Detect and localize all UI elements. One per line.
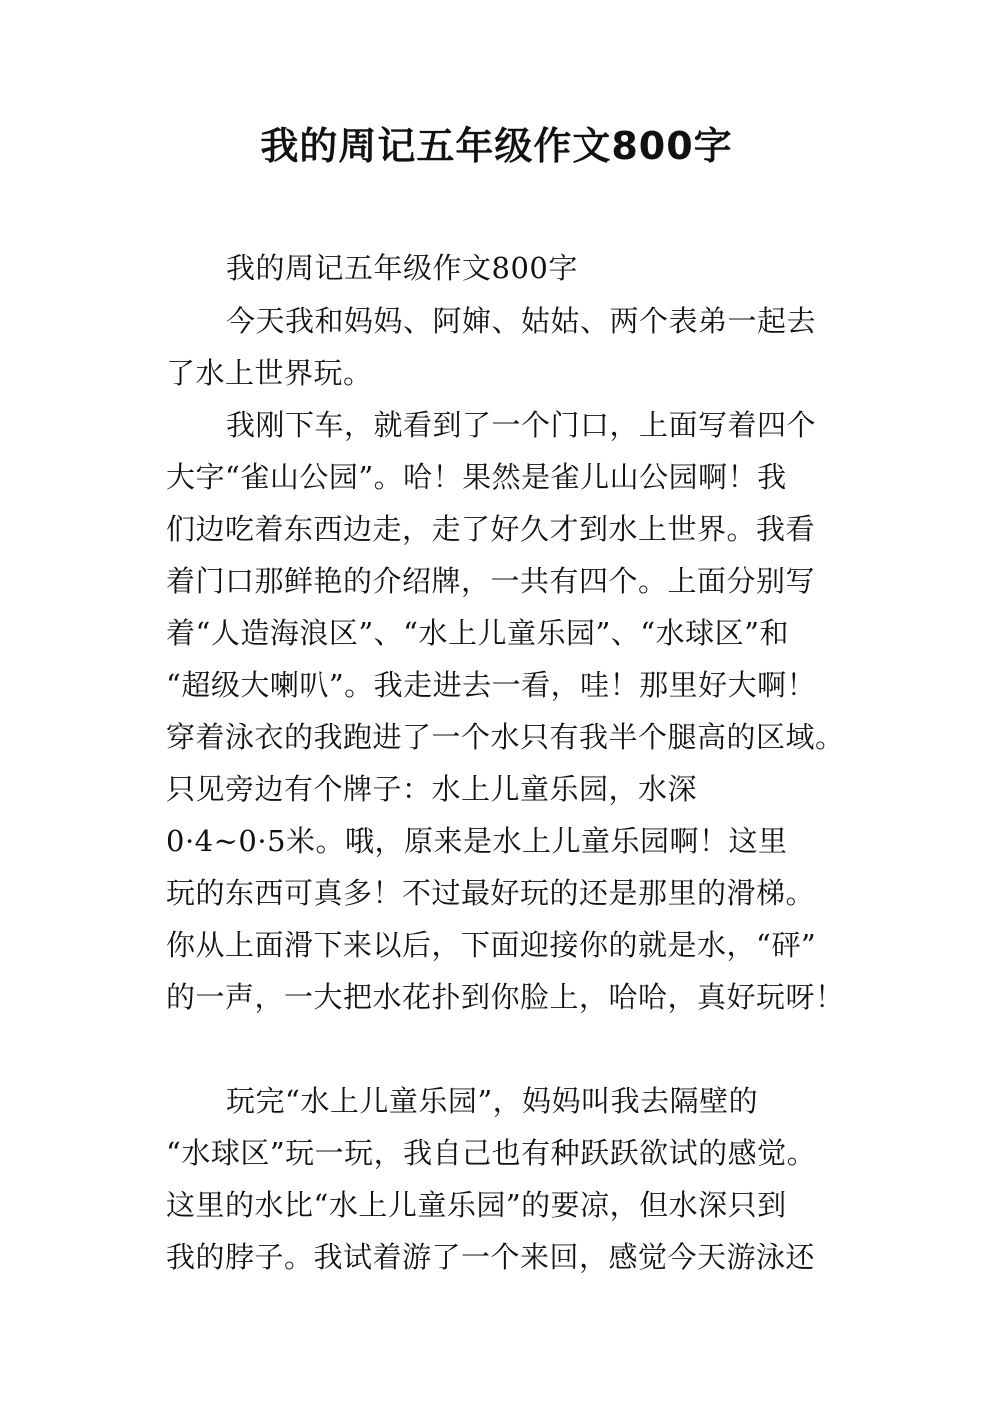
- paragraph-line: 大字“雀山公园”。哈！果然是雀儿山公园啊！我: [166, 460, 787, 494]
- paragraph-line: 玩的东西可真多！不过最好玩的还是那里的滑梯。: [166, 876, 816, 910]
- paragraph-line: 了水上世界玩。: [166, 356, 373, 390]
- document-title: 我的周记五年级作文800字: [260, 124, 733, 168]
- paragraph-line: 们边吃着东西边走，走了好久才到水上世界。我看: [166, 512, 816, 546]
- paragraph-line: 我的脖子。我试着游了一个来回，感觉今天游泳还: [166, 1240, 816, 1274]
- paragraph-line: “水球区”玩一玩，我自己也有种跃跃欲试的感觉。: [166, 1136, 817, 1170]
- paragraph-line: 只见旁边有个牌子：水上儿童乐园，水深: [166, 772, 698, 806]
- paragraph-line: 玩完“水上儿童乐园”，妈妈叫我去隔壁的: [226, 1084, 759, 1118]
- paragraph-line: 今天我和妈妈、阿婶、姑姑、两个表弟一起去: [226, 304, 817, 338]
- paragraph-line: 你从上面滑下来以后，下面迎接你的就是水，“砰”: [166, 928, 817, 962]
- paragraph-line: 0·4~0·5米。哦，原来是水上儿童乐园啊！这里: [166, 824, 788, 858]
- paragraph-line: 着“人造海浪区”、“水上儿童乐园”、“水球区”和: [166, 616, 789, 650]
- paragraph-line: 着门口那鲜艳的介绍牌，一共有四个。上面分别写: [166, 564, 816, 598]
- paragraph-line: 的一声，一大把水花扑到你脸上，哈哈，真好玩呀！: [166, 980, 845, 1014]
- paragraph-line: 穿着泳衣的我跑进了一个水只有我半个腿高的区域。: [166, 720, 845, 754]
- paragraph-line: 我刚下车，就看到了一个门口，上面写着四个: [226, 408, 817, 442]
- paragraph-line: 这里的水比“水上儿童乐园”的要凉，但水深只到: [166, 1188, 787, 1222]
- paragraph-line: “超级大喇叭”。我走进去一看，哇！那里好大啊！: [166, 668, 817, 702]
- subtitle-line: 我的周记五年级作文800字: [226, 251, 578, 285]
